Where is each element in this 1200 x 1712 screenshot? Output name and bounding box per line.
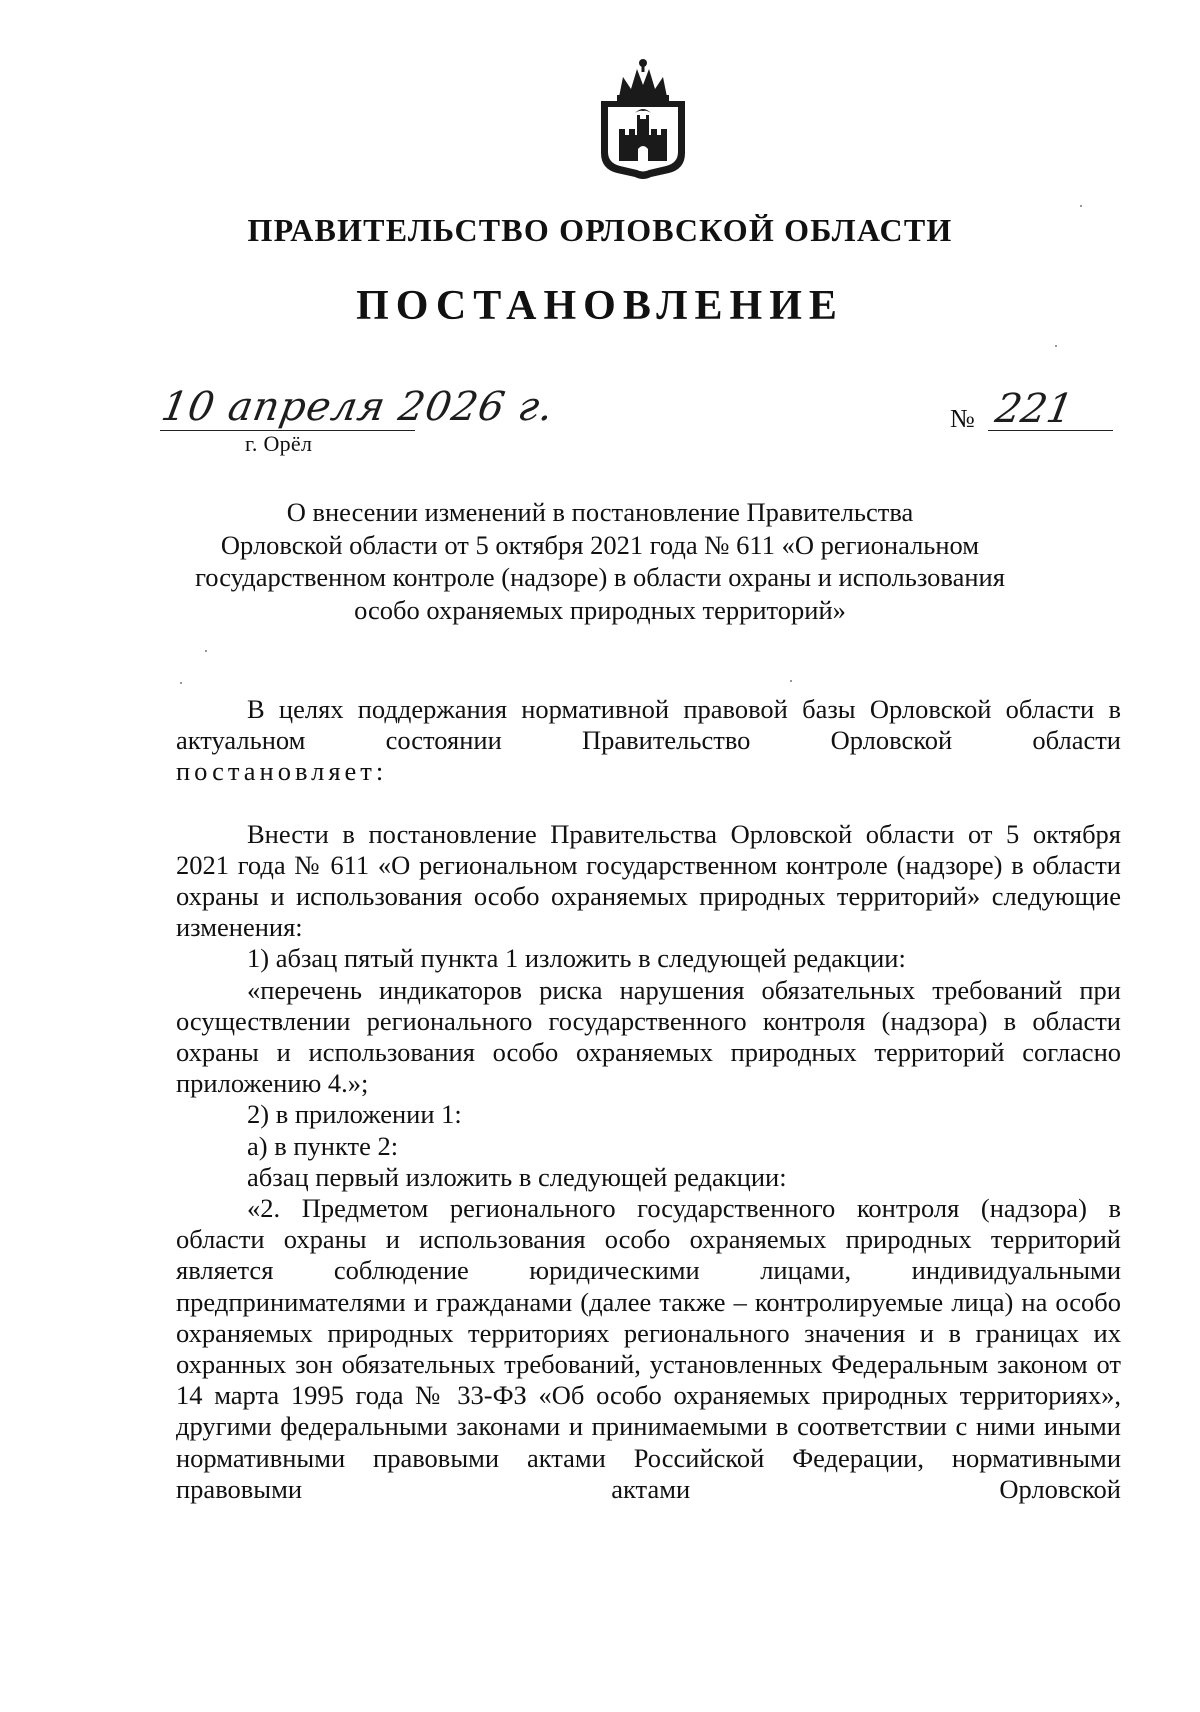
item-1-text: «перечень индикаторов риска нарушения обязательных требований при осуществлении регионального государственного контроля (надзора) в области охраны и использования особо охраняемых природных территорий согласно приложению 4.»; xyxy=(176,974,1121,1099)
scan-speck xyxy=(790,680,792,682)
scan-speck xyxy=(205,650,207,652)
item-2a-text: «2. Предметом регионального государственного контроля (надзора) в области охраны и использования особо охраняемых природных территорий является соблюдение юридическими лицами, индивидуальными предпринимателями и гражданами (далее также – контролируемые лица) на особо охраняемых природных территориях регионального значения и в границах их охранных зон обязательных требований, установленных Федеральным законом от 14 марта 1995 года № 33-ФЗ «Об особо охраняемых природных территориях», другими федеральными законами и принимаемыми в соответствии с ними иными нормативными правовыми актами Российской Федерации, нормативными правовыми актами Орловской xyxy=(176,1193,1121,1504)
resolves-word: постановляет: xyxy=(176,756,388,787)
subject-line: Орловской области от 5 октября 2021 года № 611 «О региональном xyxy=(220,529,980,560)
subject-line: особо охраняемых природных территорий» xyxy=(354,594,846,625)
item-2a-intro: абзац первый изложить в следующей редакции: xyxy=(247,1161,787,1192)
item-2: 2) в приложении 1: xyxy=(247,1099,462,1130)
government-title: ПРАВИТЕЛЬСТВО ОРЛОВСКОЙ ОБЛАСТИ xyxy=(247,212,953,248)
subject-line: О внесении изменений в постановление Правительства xyxy=(286,497,914,527)
handwritten-number: 221 xyxy=(991,386,1077,432)
number-underline xyxy=(988,430,1113,431)
coat-of-arms-emblem xyxy=(597,55,689,183)
document-body xyxy=(176,694,1121,1505)
city-label: г. Орёл xyxy=(245,431,313,456)
intro-paragraph: Внести в постановление Правительства Орловской области от 5 октября 2021 года № 611 «О региональном государственном контроле (надзоре) в области охраны и использования особо охраняемых природных территорий» следующие изменения: xyxy=(176,818,1121,943)
scan-speck xyxy=(1055,345,1057,347)
number-sign: № xyxy=(950,404,975,433)
document-type-title: ПОСТАНОВЛЕНИЕ xyxy=(356,283,844,329)
item-1: 1) абзац пятый пункта 1 изложить в следующей редакции: xyxy=(247,943,906,974)
preamble-paragraph: В целях поддержания нормативной правовой базы Орловской области в актуальном состоянии Правительство Орловской области xyxy=(176,694,1121,756)
scan-speck xyxy=(180,682,182,684)
item-2a: а) в пункте 2: xyxy=(247,1130,399,1161)
subject-line: государственном контроле (надзоре) в области охраны и использования xyxy=(195,562,1005,592)
scan-speck xyxy=(1080,205,1082,207)
document-subject xyxy=(150,496,1050,626)
handwritten-date: 10 апреля 2026 г. xyxy=(157,384,558,430)
